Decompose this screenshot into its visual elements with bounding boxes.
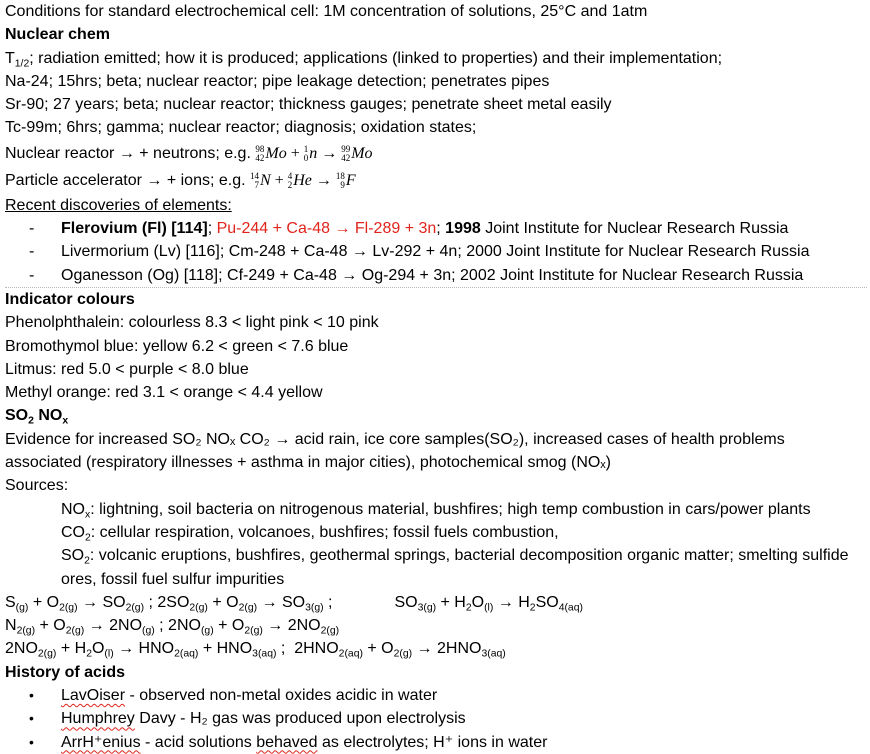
isotope-line: Na-24; 15hrs; beta; nuclear reactor; pipe leakage detection; penetrates pipes: [5, 72, 550, 90]
item-text: as electrolytes; H⁺ ions in water: [317, 733, 548, 751]
element-item-oganesson: [5, 264, 867, 288]
nuclide-mass-charge: 98 42: [255, 144, 265, 164]
indicator-item: Methyl orange: red 3.1 < orange < 4.4 yellow: [5, 384, 323, 402]
accelerator-line: [5, 167, 867, 194]
nuclide-mass-charge: 18 9: [335, 171, 345, 191]
equation-line: $N_{2(g)} + O_{2(g)} \to 2NO_{(g)}$ ; $2NO_{(g)} + O_{2(g)} \to 2NO_{2(g)}$: [5, 617, 340, 637]
indicator-item: Phenolphthalein: colourless 8.3 < light pink < 10 pink: [5, 314, 379, 332]
equation-line: $2NO_{2(g)} + H_2O_{(l)} \to HNO_{2(aq)} + HNO_{3(aq)}$ ; $2HNO_{2(aq)} + O_{2(g)} \to 2HNO_{3(aq)}$: [5, 640, 506, 661]
dash-marker: -: [29, 266, 35, 284]
item-text: - H₂ gas was produced upon electrolysis: [175, 710, 466, 728]
element-item-flerovium: - Flerovium (Fl) [114]; Pu-244 + Ca-48 → Fl-289 + 3n; 1998 Joint Institute for Nuclear Research Russia: [5, 217, 867, 240]
source-item: $CO_2$: cellular respiration, volcanoes, bushfires; fossil fuels combustion,: [61, 523, 559, 544]
conditions-line: Conditions for standard electrochemical cell: 1M concentration of solutions, 25°C and 1atm: [5, 3, 648, 20]
sources-label: Sources:: [5, 477, 69, 495]
indicator-item: Litmus: red 5.0 < purple < 8.0 blue: [5, 360, 249, 378]
element-text: Livermorium (Lv) [116]; Cm-248 + Ca-48 → Lv-292 + 4n; 2000 Joint Institute for Nuclear Research Russia: [61, 243, 810, 261]
item-text: - observed non-metal oxides acidic in water: [125, 687, 438, 705]
reactor-line: [5, 140, 867, 167]
element-item-livermorium: [5, 240, 867, 263]
isotope-line: Tc-99m; 6hrs; gamma; nuclear reactor; diagnosis; oxidation states;: [5, 119, 477, 137]
sox-heading: $SO_2$ $NO_x$: [5, 407, 69, 428]
document: [5, 0, 867, 754]
half-life-text: ; radiation emitted; how it is produced; applications (linked to properties) and their implementation;: [29, 49, 723, 67]
scientist-name: LavOiser: [61, 687, 126, 705]
scientist-surname: Davy: [134, 710, 176, 728]
discoveries-label: Recent discoveries of elements:: [5, 196, 232, 214]
nuclide-mass-charge: 99 42: [341, 144, 351, 164]
nuclide-mass-charge: 1 0: [303, 144, 309, 164]
source-item: $NO_x$: lightning, soil bacteria on nitrogenous material, bushfires; high temp combustion in cars/power plants: [61, 500, 811, 521]
indicator-item: Bromothymol blue: yellow 6.2 < green < 7.6 blue: [5, 337, 349, 355]
nuclide-mass-charge: 4 2: [287, 171, 293, 191]
reactor-text: Nuclear reactor → + neutrons; e.g.: [5, 144, 251, 162]
equation-line: $S_{(g)} + O_{2(g)} \to SO_{2(g)}$ ; $2SO_{2(g)} + O_{2(g)} \to SO_{3(g)}$ ; $SO_{3(g)} + H_2O_{(l)} \to H_2SO_{4(aq)}$: [5, 593, 583, 614]
reactor-equation: 98 42 Mo + 1 0 n → 99 42 Mo: [255, 144, 373, 164]
acid-history-item: [5, 707, 867, 730]
source-item: $SO_2$: volcanic eruptions, bushfires, geothermal springs, bacterial decomposition organic matter; smelting sulfide ores, fossil fuel sulfur impurities: [61, 547, 849, 588]
nuclide-mass-charge: 14 7: [250, 171, 260, 191]
acid-history-item: [5, 731, 867, 754]
accelerator-equation: 14 7 N + 4 2 He → 18 9 F: [250, 171, 356, 191]
acids-heading: History of acids: [5, 663, 126, 681]
half-life-symbol: T: [5, 49, 15, 67]
bullet-marker: •: [29, 687, 34, 704]
element-reaction: Pu-244 + Ca-48 → Fl-289 + 3n: [216, 220, 437, 238]
half-life-subscript: 1/2: [14, 58, 30, 70]
accelerator-text: Particle accelerator → + ions; e.g.: [5, 171, 246, 189]
item-text: - acid solutions: [140, 733, 257, 751]
element-year: 1998: [445, 220, 481, 238]
flagged-word: behaved: [256, 733, 318, 751]
evidence-paragraph: Evidence for increased SO₂ NOₓ CO₂ → acid rain, ice core samples(SO₂), increased cases of health problems associated (respiratory illnesses + asthma in major cities), photochemical smog (NOₓ): [5, 430, 785, 472]
half-life-line: [5, 47, 867, 70]
scientist-name: ArrH⁺enius: [61, 733, 141, 751]
indicator-heading: Indicator colours: [5, 290, 135, 308]
scientist-name: Humphrey: [61, 710, 135, 728]
nuclear-heading: Nuclear chem: [5, 26, 110, 44]
acid-history-item: [5, 684, 867, 707]
isotope-line: Sr-90; 27 years; beta; nuclear reactor; thickness gauges; penetrate sheet metal easily: [5, 96, 612, 114]
dash-marker: -: [29, 220, 35, 238]
element-name: Flerovium (Fl) [114]: [61, 220, 208, 238]
bullet-marker: •: [29, 710, 34, 727]
element-text: Oganesson (Og) [118]; Cf-249 + Ca-48 → Og-294 + 3n; 2002 Joint Institute for Nuclear Research Russia: [61, 266, 804, 284]
element-institute: Joint Institute for Nuclear Research Russia: [480, 220, 789, 238]
bullet-marker: •: [29, 733, 34, 750]
dash-marker: -: [29, 243, 35, 261]
separator: ;: [207, 220, 217, 238]
